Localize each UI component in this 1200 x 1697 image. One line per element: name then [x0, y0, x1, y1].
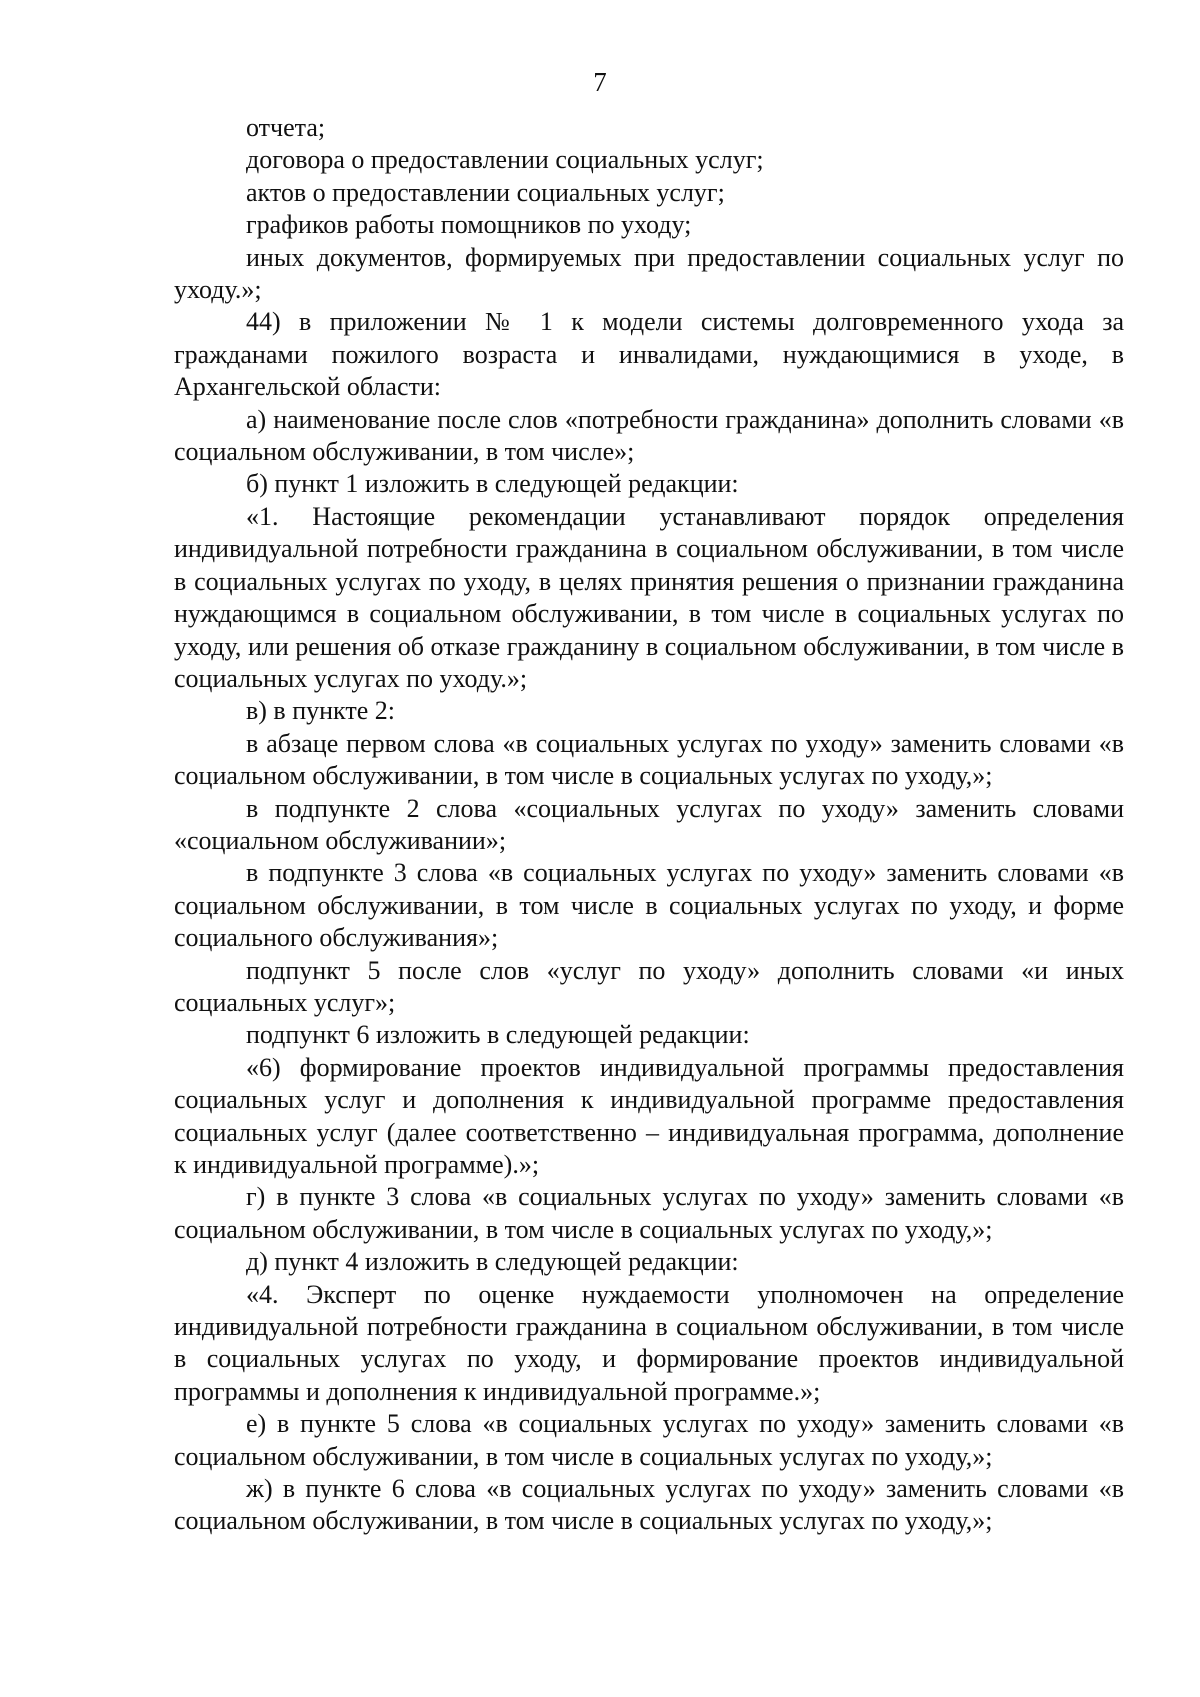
paragraph: в абзаце первом слова «в социальных услугах по уходу» заменить словами «в социальном обслуживании, в том числе в социальных услугах по уходу,»;: [174, 728, 1124, 791]
paragraph: «6) формирование проектов индивидуальной программы предоставления социальных услуг и дополнения к индивидуальной программе предоставления социальных услуг (далее соответственно – индивидуальная программа, дополнение к индивидуальной программе).»;: [174, 1052, 1124, 1179]
paragraph: ж) в пункте 6 слова «в социальных услугах по уходу» заменить словами «в социальном обслуживании, в том числе в социальных услугах по уходу,»;: [174, 1474, 1124, 1536]
paragraph: графиков работы помощников по уходу;: [246, 210, 692, 240]
paragraph: отчета;: [246, 113, 326, 142]
paragraph: «4. Эксперт по оценке нуждаемости уполномочен на определение индивидуальной потребности гражданина в социальном обслуживании, в том числе в социальных услугах по уходу, и формирование проектов индивидуальной программы и дополнения к индивидуальной программе.»;: [174, 1279, 1124, 1406]
paragraph: иных документов, формируемых при предоставлении социальных услуг по уходу.»;: [174, 242, 1124, 305]
paragraph: в) в пункте 2:: [246, 696, 395, 726]
paragraph: подпункт 5 после слов «услуг по уходу» дополнить словами «и иных социальных услуг»;: [174, 955, 1124, 1017]
paragraph: договора о предоставлении социальных услуг;: [246, 145, 764, 175]
paragraph: а) наименование после слов «потребности гражданина» дополнить словами «в социальном обслуживании, в том числе»;: [174, 404, 1124, 467]
page-number: 7: [593, 67, 607, 97]
paragraph: б) пункт 1 изложить в следующей редакции:: [246, 469, 739, 499]
paragraph: в подпункте 3 слова «в социальных услугах по уходу» заменить словами «в социальном обслуживании, в том числе в социальных услугах по уходу, и форме социального обслуживания»;: [174, 858, 1124, 953]
paragraph: подпункт 6 изложить в следующей редакции:: [246, 1020, 750, 1050]
paragraph: в подпункте 2 слова «социальных услугах по уходу» заменить словами «социальном обслуживании»;: [174, 793, 1124, 855]
paragraph: д) пункт 4 изложить в следующей редакции:: [246, 1247, 739, 1277]
paragraph: е) в пункте 5 слова «в социальных услугах по уходу» заменить словами «в социальном обслуживании, в том числе в социальных услугах по уходу,»;: [174, 1409, 1124, 1471]
paragraph: 44) в приложении № 1 к модели системы долговременного ухода за гражданами пожилого возраста и инвалидами, нуждающимися в уходе, в Архангельской области:: [174, 307, 1124, 402]
paragraph: актов о предоставлении социальных услуг;: [246, 177, 725, 207]
paragraph: «1. Настоящие рекомендации устанавливают порядок определения индивидуальной потребности гражданина в социальном обслуживании, в том числе в социальных услугах по уходу, в целях принятия решения о признании гражданина нуждающимся в социальном обслуживании, в том числе в социальных услугах по уходу, или решения об отказе гражданину в социальном обслуживании, в том числе в социальных услугах по уходу.»;: [174, 501, 1124, 693]
paragraph: г) в пункте 3 слова «в социальных услугах по уходу» заменить словами «в социальном обслуживании, в том числе в социальных услугах по уходу,»;: [174, 1182, 1124, 1244]
document-body: [174, 112, 1124, 1538]
